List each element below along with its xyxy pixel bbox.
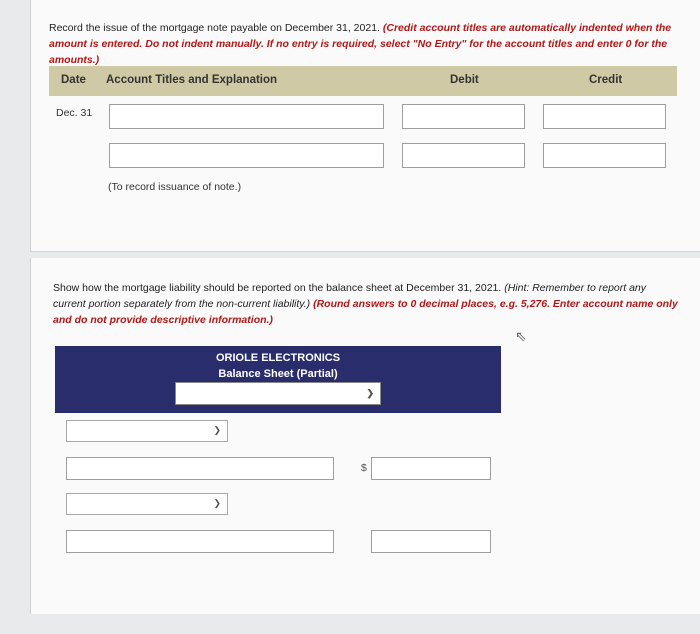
- noncurrent-liability-amount-input[interactable]: [371, 530, 491, 553]
- balance-sheet-section-select[interactable]: [175, 382, 381, 405]
- company-name: ORIOLE ELECTRONICS: [215, 352, 341, 364]
- debit-column-header: Debit: [450, 74, 479, 86]
- account-column-header: Account Titles and Explanation: [106, 74, 278, 86]
- chevron-down-icon: ❯: [366, 387, 374, 398]
- credit-column-header: Credit: [589, 74, 623, 86]
- account-title-input-2[interactable]: [109, 143, 384, 168]
- journal-instruction-text: Record the issue of the mortgage note payable on December 31, 2021.: [49, 22, 383, 34]
- current-liability-account-input[interactable]: [66, 457, 334, 480]
- statement-title: Balance Sheet (Partial): [218, 368, 338, 380]
- balance-sheet-instructions: [53, 280, 681, 328]
- date-column-header: Date: [61, 74, 86, 86]
- entry-explanation: (To record issuance of note.): [108, 181, 242, 193]
- credit-input-1[interactable]: [543, 104, 666, 129]
- credit-input-2[interactable]: [543, 143, 666, 168]
- chevron-down-icon: ❯: [213, 497, 221, 508]
- balance-sheet-instruction-note: (Round answers to 0 decimal places, e.g. 5,276. Enter account name only and do not provide descriptive information.): [53, 298, 678, 326]
- journal-instruction-note: (Credit account titles are automatically indented when the amount is entered. Do not indent manually. If no entry is required, select "No Entry" for the account titles and enter 0 for the amounts.): [49, 22, 672, 66]
- dollar-sign: $: [361, 462, 367, 474]
- noncurrent-liability-account-input[interactable]: [66, 530, 334, 553]
- balance-sheet-banner: [55, 346, 501, 413]
- liability-category-select[interactable]: [66, 420, 228, 442]
- debit-input-1[interactable]: [402, 104, 525, 129]
- current-liability-amount-input[interactable]: [371, 457, 491, 480]
- balance-sheet-section: [30, 258, 700, 614]
- noncurrent-category-select[interactable]: [66, 493, 228, 515]
- entry-date: Dec. 31: [56, 107, 93, 119]
- chevron-down-icon: ❯: [213, 424, 221, 435]
- balance-sheet-instruction-hint: (Hint: Remember to report any current portion separately from the non-current liability.): [53, 282, 647, 310]
- account-title-input-1[interactable]: [109, 104, 384, 129]
- debit-input-2[interactable]: [402, 143, 525, 168]
- journal-entry-section: [30, 0, 700, 252]
- journal-instructions: [49, 20, 679, 68]
- balance-sheet-instruction-text: Show how the mortgage liability should be reported on the balance sheet at December 31, 2021.: [53, 282, 505, 294]
- mouse-cursor-icon: ⇖: [515, 328, 527, 344]
- journal-table-header: [49, 66, 677, 96]
